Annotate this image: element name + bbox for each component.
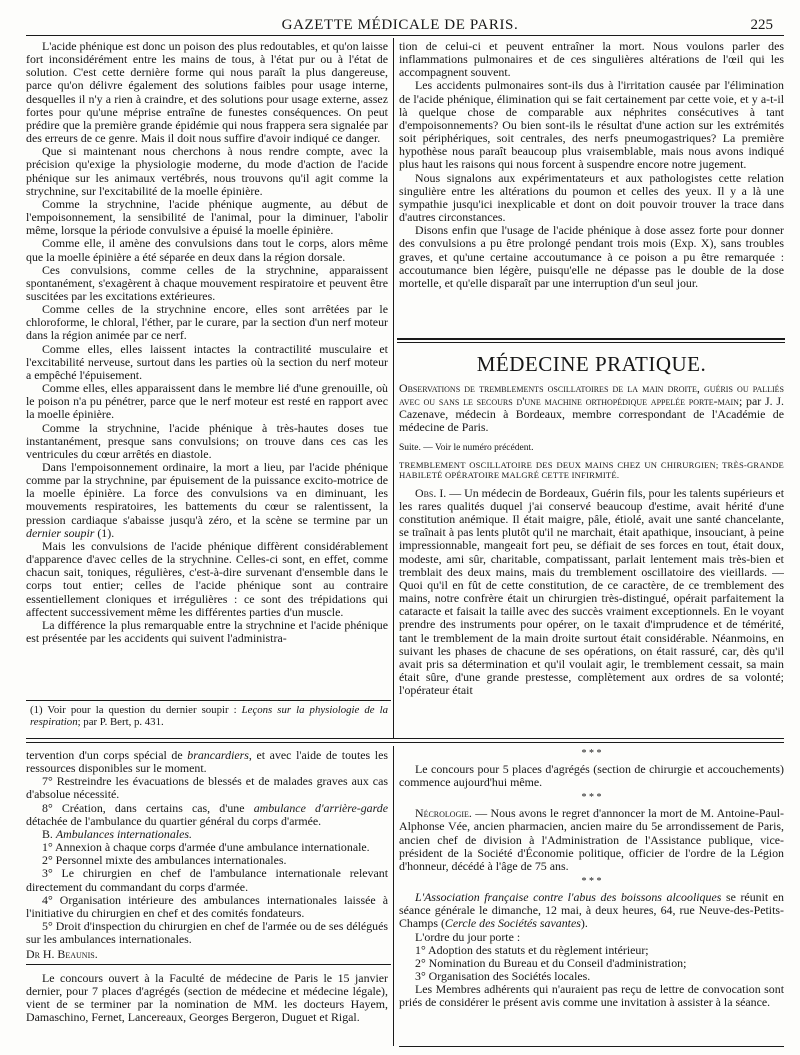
paragraph: Comme elles, elles laissent intactes la contractilité musculaire et l'excitabilité nerveuse, surtout dans les parties où la section du nerf moteur a empêché l'épuisement.	[26, 341, 388, 382]
emphasis: ambulance d'arrière-garde	[253, 800, 388, 815]
paragraph: Comme elle, il amène des convulsions dans tout le corps, alors même que la moelle épinière a été séparée en deux dans la région dorsale.	[26, 236, 388, 264]
header-rule	[26, 35, 784, 36]
obituary-label: Nécrologie.	[415, 806, 472, 821]
upper-right-column	[399, 40, 784, 336]
text: Dans l'empoisonnement ordinaire, la mort a lieu, par l'acide phénique comme par la strychnine, par épuisement de la puissance excito-motrice de la moelle épinière. La force des convulsions va en diminuant, les mouvements respiratoires, les battements du cœur se ralentissent, la pression cardiaque s'abaisse jusqu'à zéro, et la scène se termine par un	[26, 460, 388, 527]
list-item: 1° Adoption des statuts et du règlement intérieur;	[415, 942, 649, 957]
list-item: 1° Annexion à chaque corps d'armée d'une ambulance internationale.	[42, 840, 370, 855]
suite-note: Suite. — Voir le numéro précédent.	[399, 442, 534, 453]
section-title: MÉDECINE PRATIQUE.	[476, 352, 707, 376]
emphasis: L'Association française contre l'abus des boissons alcooliques	[415, 890, 722, 905]
concours-notice	[26, 972, 388, 1050]
footnote-ref: (1).	[94, 525, 115, 540]
emphasis: dernier soupir	[26, 525, 95, 540]
observation-label: Obs. I.	[415, 485, 447, 500]
medecine-pratique-section	[399, 346, 784, 736]
emphasis: brancardiers	[187, 749, 249, 762]
upper-left-column	[26, 40, 388, 698]
mid-page-rule-bottom	[26, 742, 784, 743]
list-item: 5° Droit d'inspection du chirurgien en chef de l'armée ou de ses délégués sur les ambulances internationales.	[26, 919, 388, 947]
lower-right-column	[399, 749, 784, 1049]
list-item: 4° Organisation intérieure des ambulances internationales laissée à l'initiative du chirurgien en chef et des comités fondateurs.	[26, 892, 388, 920]
upper-column-divider	[393, 38, 394, 738]
emphasis: Cercle des Sociétés savantes	[444, 916, 581, 931]
paragraph: Comme celles de la strychnine encore, elles sont arrêtées par le chloroforme, le chloral, l'éther, par le curare, par la section d'un nerf moteur dans la région animée par ce nerf.	[26, 302, 388, 343]
lower-left-column	[26, 749, 388, 961]
bottom-rule	[399, 1046, 784, 1047]
paragraph: Le concours ouvert à la Faculté de médecine de Paris le 15 janvier dernier, pour 7 places d'agrégés (section de médecine et médecine légale), vient de se terminer par la nomination de MM. les docteurs Hayem, Damaschino, Fernet, Lancereaux, Georges Bergeron, Duguet et Rigal.	[26, 972, 388, 1025]
footnote	[30, 704, 388, 736]
paragraph: Les accidents pulmonaires sont-ils dus à l'irritation causée par l'élimination de l'acide phénique, élimination qui se fait certainement par cette voie, et y a-t-il là quelque chose de comparable aux néphrites consécutives à tant d'empoisonnements? Ou bien sont-ils le résultat d'une action sur les extrémités soit périphériques, soit centrales, des nerfs pneumogastriques? La première hypothèse nous paraît beaucoup plus vraisemblable, mais nous avons indiqué plus haut les raisons qui nous forcent à suspendre encore notre jugement.	[399, 78, 784, 172]
text: se réunit en séance générale le dimanche, 12 mai, à deux heures, 64, rue Neuve-des-Petits-Champs (	[399, 890, 784, 931]
paragraph: Le concours pour 5 places d'agrégés (section de chirurgie et accouchements) commence aujourd'hui même.	[399, 762, 784, 790]
list-item: 3° Le chirurgien en chef de l'ambulance internationale relevant directement du commandant du corps d'armée.	[26, 866, 388, 894]
concours-rule	[26, 964, 391, 965]
paragraph: L'acide phénique est donc un poison des plus redoutables, et qu'on laisse fort inconsidérément entre les mains de tous, à l'état pur ou à l'état de solution. C'est cette dernière forme qui nous paraît la plus dangereuse, parce qu'on délivre également des solutions faibles pour usage interne, desquelles il n'y a rien à craindre, et des solutions pour usage externe, assez fortes pour qu'une méprise entraîne de funestes conséquences. On peut prédire que la première grande épidémie qui nous frappera sera signalée par des erreurs de ce genre. Mais il doit nous suffire d'avoir indiqué ce danger.	[26, 40, 388, 146]
emphasis: Leçons sur la physiologie de la respiration	[30, 704, 388, 729]
page-number: 225	[750, 17, 773, 33]
footnote-text	[30, 704, 388, 729]
text: ; par P. Bert, p. 431.	[77, 716, 164, 729]
section-rule-top	[397, 338, 785, 340]
signature: Dr H. Beaunis.	[26, 947, 98, 961]
list-item: 3° Organisation des Sociétés locales.	[415, 969, 591, 984]
journal-title: GAZETTE MÉDICALE DE PARIS.	[281, 17, 519, 33]
paragraph	[26, 802, 388, 828]
paragraph: Nous signalons aux expérimentateurs et aux pathologistes cette relation singulière entre les altérations du poumon et celles des yeux. Il y a là une sympathie jusqu'ici inexplicable et dont on doit pouvoir trouver la trace dans d'autres circonstances.	[399, 170, 784, 225]
article-title: Observations de tremblements oscillatoires de la main droite, guéris ou palliés avec ou sans le secours d'une machine orthopédique appelée porte-main;	[399, 381, 784, 409]
paragraph	[399, 891, 784, 930]
text: — Un médecin de Bordeaux, Guérin fils, pour les talents supérieurs et les rares qualités duquel j'ai conservé beaucoup d'estime, avait hérité d'une constitution anémique. Il était maigre, pâle, étiolé, avait une santé chancelante, se traînait à pas lents plutôt qu'il ne marchait, était apathique, insouciant, à peine impressionnable, mangeait fort peu, se défiait de ses forces en tout, était doux, modeste, ami sûr, charitable, compatissant, parlait lentement mais très-bien et tremblait des deux mains, mais du tremblement oscillatoire des vieillards. — Quoi qu'il en fût de cette constitution, de ce caractère, de ce tremblement des mains, notre confrère était un chirurgien très-distingué, opérait parfaitement la cataracte et faisait la taille avec des succès vraiment exceptionnels. En le voyant prendre des instruments pour opérer, on le taxait d'imprudence et de témérité, tant le tremblement de la main droite surtout était considérable. Néanmoins, en suivant les phases de chacune de ses opérations, on était rassuré, car, dès qu'il avait pris sa détermination et qu'il voulait agir, le tremblement cessait, sa main était sûre, d'une grande prestesse, complètement aux ordres de sa volonté; l'opérateur était	[399, 485, 784, 698]
paragraph: Comme la strychnine, l'acide phénique à très-hautes doses tue instantanément, presque sans convulsions; on trouve dans ces cas les ventricules du cœur arrêtés en diastole.	[26, 420, 388, 461]
text: 8° Création, dans certains cas, d'une	[42, 800, 254, 815]
observation-subheading: TREMBLEMENT OSCILLATOIRE DES DEUX MAINS CHEZ UN CHIRURGIEN; TRÈS-GRANDE HABILETÉ OPÉRATOIRE MALGRÉ CETTE INFIRMITÉ.	[399, 459, 784, 481]
paragraph: L'ordre du jour porte :	[415, 929, 521, 944]
lower-column-divider	[393, 746, 394, 1046]
separator-stars: * * *	[581, 876, 602, 888]
paragraph: La différence la plus remarquable entre la strychnine et l'acide phénique est présentée par les accidents qui suivent l'administra-	[26, 617, 388, 646]
emphasis: Ambulances internationales.	[55, 826, 192, 841]
paragraph	[399, 807, 784, 873]
section-rule-bottom	[397, 342, 785, 343]
text: B.	[42, 826, 56, 841]
paragraph: Ces convulsions, comme celles de la strychnine, apparaissent spontanément, s'exagèrent à chaque mouvement respiratoire et peuvent être suscitées par les excitations extérieures.	[26, 262, 388, 303]
paragraph: Les Membres adhérents qui n'auraient pas reçu de lettre de convocation sont priés de considérer le présent avis comme une invitation à assister à la séance.	[399, 982, 784, 1010]
mid-page-rule-top	[26, 738, 784, 739]
paragraph-death	[26, 461, 388, 540]
text: (1) Voir pour la question du dernier soupir :	[30, 704, 242, 716]
paragraph: Comme elles, elles apparaissent dans le membre lié d'une grenouille, où le poison n'a pu pénétrer, parce que le nerf moteur est resté en rapport avec la moelle épinière.	[26, 381, 388, 422]
text: tervention d'un corps spécial de	[26, 749, 188, 762]
text: détachée de l'ambulance du quartier général du corps d'armée.	[26, 813, 322, 828]
text: ).	[580, 916, 588, 931]
article-heading	[399, 382, 784, 435]
paragraph: Mais les convulsions de l'acide phénique diffèrent considérablement d'apparence d'avec celles de la strychnine. Celles-ci sont, en effet, comme chacun sait, toniques, régulières, c'est-à-dire survenant d'ensemble dans le corps tout entier; celles de l'acide phénique sont au contraire essentiellement cloniques et irrégulières : ce sont des trépidations qui affectent successivement même les différentes parties d'un muscle.	[26, 538, 388, 619]
paragraph: Que si maintenant nous cherchons à nous rendre compte, avec la précision qu'exige la physiologie moderne, du mode d'action de l'acide phénique sur les animaux vertébrés, nous trouvons qu'il agit comme la strychnine, sur l'excitabilité de la moelle épinière.	[26, 144, 388, 198]
list-item: 2° Personnel mixte des ambulances internationales.	[42, 853, 287, 868]
list-item: 2° Nomination du Bureau et du Conseil d'administration;	[415, 955, 687, 970]
separator-stars: * * *	[581, 792, 602, 804]
observation-text	[399, 487, 784, 698]
paragraph: Disons enfin que l'usage de l'acide phénique à dose assez forte pour donner des convulsions a pu être prolongé pendant trois mois (Exp. X), sans troubles graves, et qu'une certaine accoutumance à ce poison a pu être remarquée : accoutumance bien légère, puisqu'elle ne dépasse pas le double de la dose mortelle, et qu'elle disparaît par une interruption d'un seul jour.	[399, 223, 784, 290]
footnote-rule	[26, 700, 391, 701]
paragraph	[26, 749, 388, 775]
article-author: par J. J. Cazenave, médecin à Bordeaux, membre correspondant de l'Académie de médecine de Paris.	[399, 394, 784, 435]
page-header	[0, 0, 800, 34]
paragraph: tion de celui-ci et peuvent entraîner la mort. Nous voulons parler des inflammations pulmonaires et de ces singulières altérations de l'œil qui les accompagnent souvent.	[399, 40, 784, 80]
paragraph: 7° Restreindre les évacuations de blessés et de malades graves aux cas d'absolue nécessité.	[26, 774, 388, 802]
text: — Nous avons le regret d'annoncer la mort de M. Antoine-Paul-Alphonse Vée, ancien pharmacien, ancien maire du 5e arrondissement de Paris, ancien chef de division à l'Administration de l'Assistance publique, vice-président de la Société d'Économie politique, officier de l'ordre de la Légion d'honneur, décédé à l'âge de 75 ans.	[399, 806, 784, 873]
paragraph: Comme la strychnine, l'acide phénique augmente, au début de l'empoisonnement, la sensibilité de l'animal, pour la diminuer, l'abolir même, lorsque la période convulsive a épuisé la moelle épinière.	[26, 196, 388, 238]
separator-stars: * * *	[581, 749, 602, 759]
text: , et avec l'aide de toutes les ressources disponibles sur le moment.	[26, 749, 388, 776]
